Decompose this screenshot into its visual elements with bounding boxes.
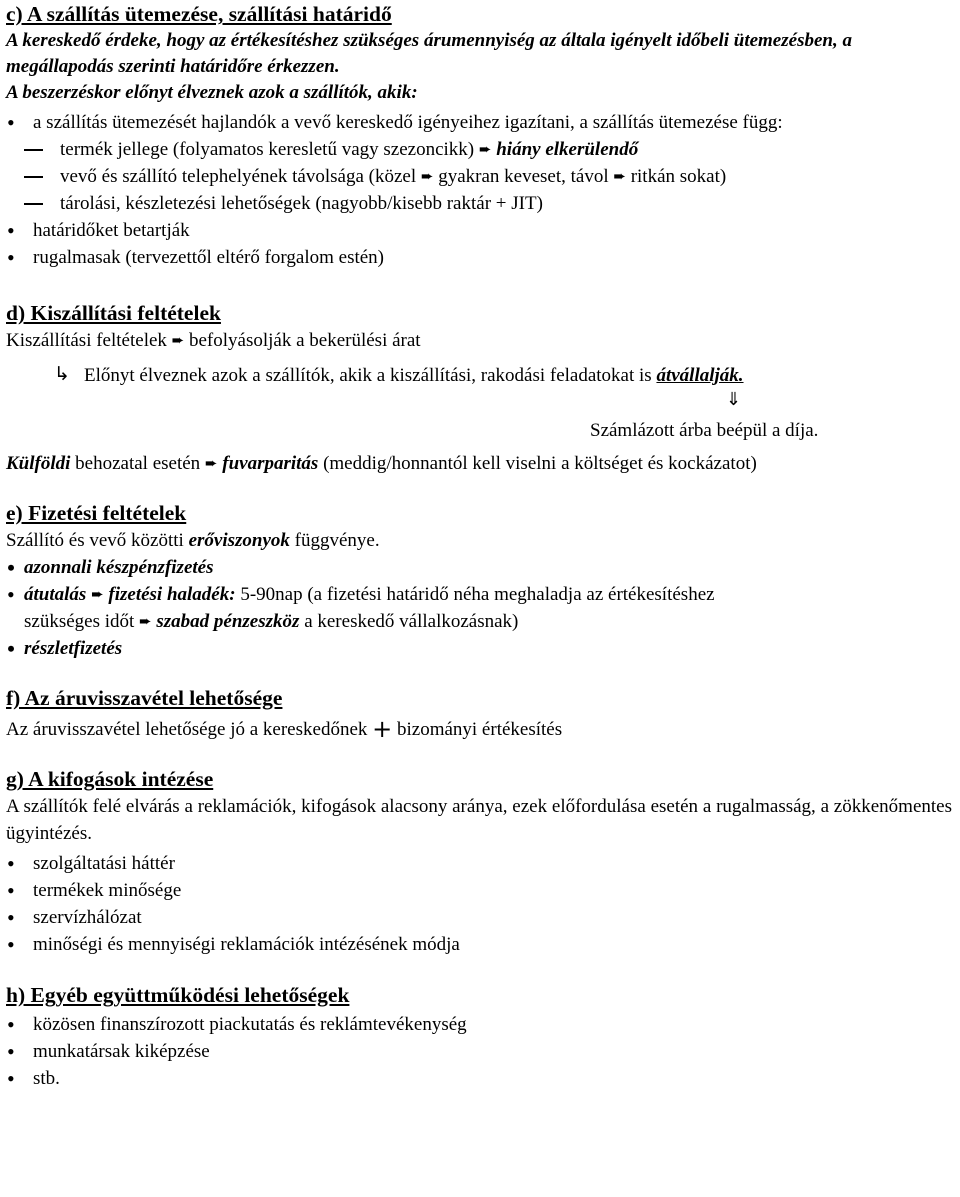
bullet-deadlines: • határidőket betartják: [6, 217, 956, 244]
bullet-service: • szolgáltatási háttér: [6, 850, 956, 877]
advantage-line: ↳ Előnyt élveznek azok a szállítók, akik a kiszállítási, rakodási feladatokat is átvállalják.: [54, 363, 744, 386]
bullet-cash: • azonnali készpénzfizetés: [6, 554, 956, 581]
arrow-icon: ➨: [420, 167, 434, 185]
bullet-schedule: • a szállítás ütemezését hajlandók a vevő kereskedő igényeihez igazítani, a szállítás ütemezése függ:: [6, 109, 956, 136]
arrow-icon: ➨: [139, 612, 152, 630]
arrow-icon: ➨: [204, 454, 218, 472]
hook-arrow-icon: ↳: [54, 363, 70, 385]
return-line: Az áruvisszavétel lehetősége jó a kereskedőnek + bizományi értékesítés: [6, 715, 563, 743]
heading-h: h) Egyéb együttműködési lehetőségek: [6, 983, 350, 1007]
heading-c: c) A szállítás ütemezése, szállítási határidő: [6, 2, 392, 26]
heading-f: f) Az áruvisszavétel lehetősége: [6, 686, 283, 710]
bullet-claims: • minőségi és mennyiségi reklamációk intézésének módja: [6, 931, 956, 958]
bullet-transfer: • átutalás ➨ fizetési haladék: 5-90nap (a fizetési határidő néha meghaladja az értékesítéshez szükséges időt ➨ szabad pénzeszköz a kereskedő vállalkozásnak): [6, 581, 956, 635]
heading-d: d) Kiszállítási feltételek: [6, 301, 221, 325]
heading-g: g) A kifogások intézése: [6, 767, 214, 791]
dash-distance: vevő és szállító telephelyének távolsága (közel ➨ gyakran keveset, távol ➨ ritkán sokat): [6, 163, 956, 190]
arrow-icon: ➨: [613, 167, 626, 185]
intro-text: A kereskedő érdeke, hogy az értékesítéshez szükséges árumennyiség az általa igényelt időbeli ütemezésben, a megállapodás szerinti határidőre érkezzen. A beszerzéskor előnyt élveznek azok a szállítók, akik:: [6, 30, 852, 103]
down-arrow-icon: ⇓: [726, 389, 742, 410]
bullet-flexible: • rugalmasak (tervezettől eltérő forgalom estén): [6, 244, 956, 271]
arrow-icon: ➨: [478, 140, 492, 158]
complaints-text: A szállítók felé elvárás a reklamációk, kifogások alacsony aránya, ezek előfordulása esetén a rugalmasság, a zökkenőmentes ügyintézés.: [6, 796, 952, 844]
bullet-training: • munkatársak kiképzése: [6, 1038, 956, 1065]
foreign-line: Külföldi behozatal esetén ➨ fuvarparitás (meddig/honnantól kell viselni a költséget és kockázatot): [6, 453, 757, 474]
heading-e: e) Fizetési feltételek: [6, 501, 187, 525]
power-line: Szállító és vevő közötti erőviszonyok függvénye.: [6, 530, 380, 551]
arrow-icon: ➨: [171, 331, 185, 349]
dash-storage: tárolási, készletezési lehetőségek (nagyobb/kisebb raktár + JIT): [6, 190, 956, 217]
bullet-installment: • részletfizetés: [6, 635, 956, 662]
document-page: [6, 0, 956, 1092]
dash-product-type: termék jellege (folyamatos keresletű vagy szezoncikk) ➨ hiány elkerülendő: [6, 136, 956, 163]
plus-icon: +: [372, 715, 393, 743]
bullet-network: • szervízhálózat: [6, 904, 956, 931]
delivery-line: Kiszállítási feltételek ➨ befolyásolják a bekerülési árat: [6, 330, 421, 351]
invoice-line: Számlázott árba beépül a díja.: [590, 420, 819, 441]
arrow-icon: ➨: [91, 585, 104, 603]
bullet-research: • közösen finanszírozott piackutatás és reklámtevékenység: [6, 1011, 956, 1038]
bullet-etc: • stb.: [6, 1065, 956, 1092]
bullet-quality: • termékek minősége: [6, 877, 956, 904]
